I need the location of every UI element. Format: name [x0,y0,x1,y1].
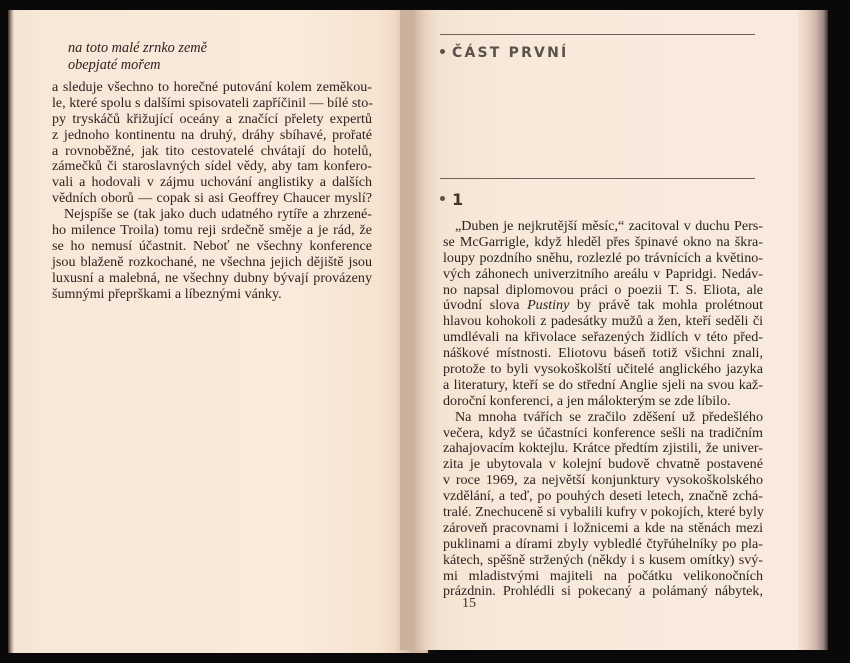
text-line: Nejspíše se (tak jako duch udatného rytíře a zhrzené- [64,206,372,223]
text-line: umdlévali na křivolace seřazených židlích v této před- [443,329,763,346]
chapter-divider-rule [440,178,755,179]
paragraph [52,80,372,207]
part-heading [440,44,568,62]
text-line: se McGarrigle, když hleděl přes špinavé okno na škra- [443,233,763,250]
book-gutter [395,10,435,653]
text-line: jsou blaženě rozkochané, ne všechna jejich dějiště jsou [52,253,372,270]
text-line: zároveň pracovnami i ložnicemi a kde na stěnách mezi [443,519,763,536]
text-line: no napsal diplomovou práci o poezii T. S. Eliota, ale [443,281,763,298]
text-line: náškové místnosti. Eliotovu báseň totiž všichni znali, [443,345,763,362]
chapter-heading [440,190,463,210]
text-line: vali a hodovali v zájmu uchování anglistiky a dalších [52,174,372,191]
bullet-icon [440,49,445,54]
text-line: vzdělání, a teď, po pouhých deseti letech, značně zchá- [443,488,763,505]
text-line: mi mladistvými majiteli na počátku velikonočních [443,567,763,584]
paragraph [443,410,763,601]
text-line: se ho nemusí účastnit. Neboť ne všechny konference [52,237,372,254]
epigraph-line: obepjaté mořem [68,57,161,73]
text-line: prázdnin. Prohlédli si pokecaný a polámaný nábytek, [443,583,763,600]
text-line: zámečků či staroslavných sídel vědy, aby tam konfero- [52,158,372,175]
text-line: a literatury, kteří se do střední Anglie sjeli na svou kaž- [443,376,763,393]
part-divider-rule [440,34,755,35]
text-line: doroční konferenci, a jen málokterým se zde líbilo. [443,392,731,409]
text-line: protože to byli vysokoškolští učitelé anglického jazyka [443,361,763,378]
paragraph [443,219,763,410]
text-line: a rovnoběžné, jak tito cestovatelé chvátají do hotelů, [52,142,372,159]
text-line: vědních oborů — copak si asi Geoffrey Chaucer myslí? [52,190,372,207]
text-line: tralé. Znechuceně si vybalili kufry v pokojích, které byly [443,504,764,521]
part-title: ČÁST PRVNÍ [452,45,569,61]
text-line: ho milence Troila) tomu reji srdečně směje a je rád, že [52,222,372,239]
text-line: úvodní slova Pustiny by právě tak mohla prolétnout [443,297,763,314]
text-line: puklinami a dírami zbyly vybledlé čtyřúhelníky po pla- [443,535,763,552]
epigraph [68,40,207,74]
text-line: z jednoho kontinentu na druhý, dráhy sbíhavé, prořaté [52,126,372,143]
text-line: kátech, spěšně stržených (někdy i s kusem omítky) svý- [443,551,763,568]
text-line: luxusní a malebná, ne všechny dubny bývají provázeny [52,269,372,286]
page-number: 15 [462,596,476,611]
paragraph [52,207,372,302]
bullet-icon [440,196,445,201]
page-edge [798,10,828,650]
text-line: večera, když se účastníci konference sešli na tradičním [443,424,763,441]
chapter-number: 1 [452,190,464,209]
text-line: le, které spolu s dalšími spisovateli zapříčinil — bílé sto- [52,94,373,111]
text-line: hlavou kohokoli z padesátky mužů a žen, kteří seděli či [443,313,763,330]
text-line: a sleduje všechno to horečné putování kolem zeměkou- [52,79,372,95]
right-body-text [443,219,763,600]
epigraph-line: na toto malé zrnko země [68,40,207,56]
text-line: zita je ubytovala v kolejní budově chvatně postavené [443,456,763,473]
text-line: py tryskáčů křižující oceány a značící přelety expertů [52,110,372,127]
text-line: v roce 1969, za největší konjunktury vysokoškolského [443,472,763,489]
text-line: loupy pozdního sněhu, rozlezlé po trávnících a květino- [443,249,763,266]
book-title: Pustiny [527,297,570,314]
left-body-text [52,80,372,302]
text-line: „Duben je nejkrutější měsíc,“ zacitoval v duchu Pers- [455,218,763,234]
text-line: vých záhonech univerzitního areálu v Papridgi. Nedáv- [443,265,763,282]
text-line: Na mnoha tvářích se zračilo zděšení už předešlého [455,408,763,425]
text-line: zahajovacím koktejlu. Krátce předtím zjistili, že univer- [443,440,763,457]
text-line: šumnými přeprškami a líbeznými vánky. [52,285,282,302]
